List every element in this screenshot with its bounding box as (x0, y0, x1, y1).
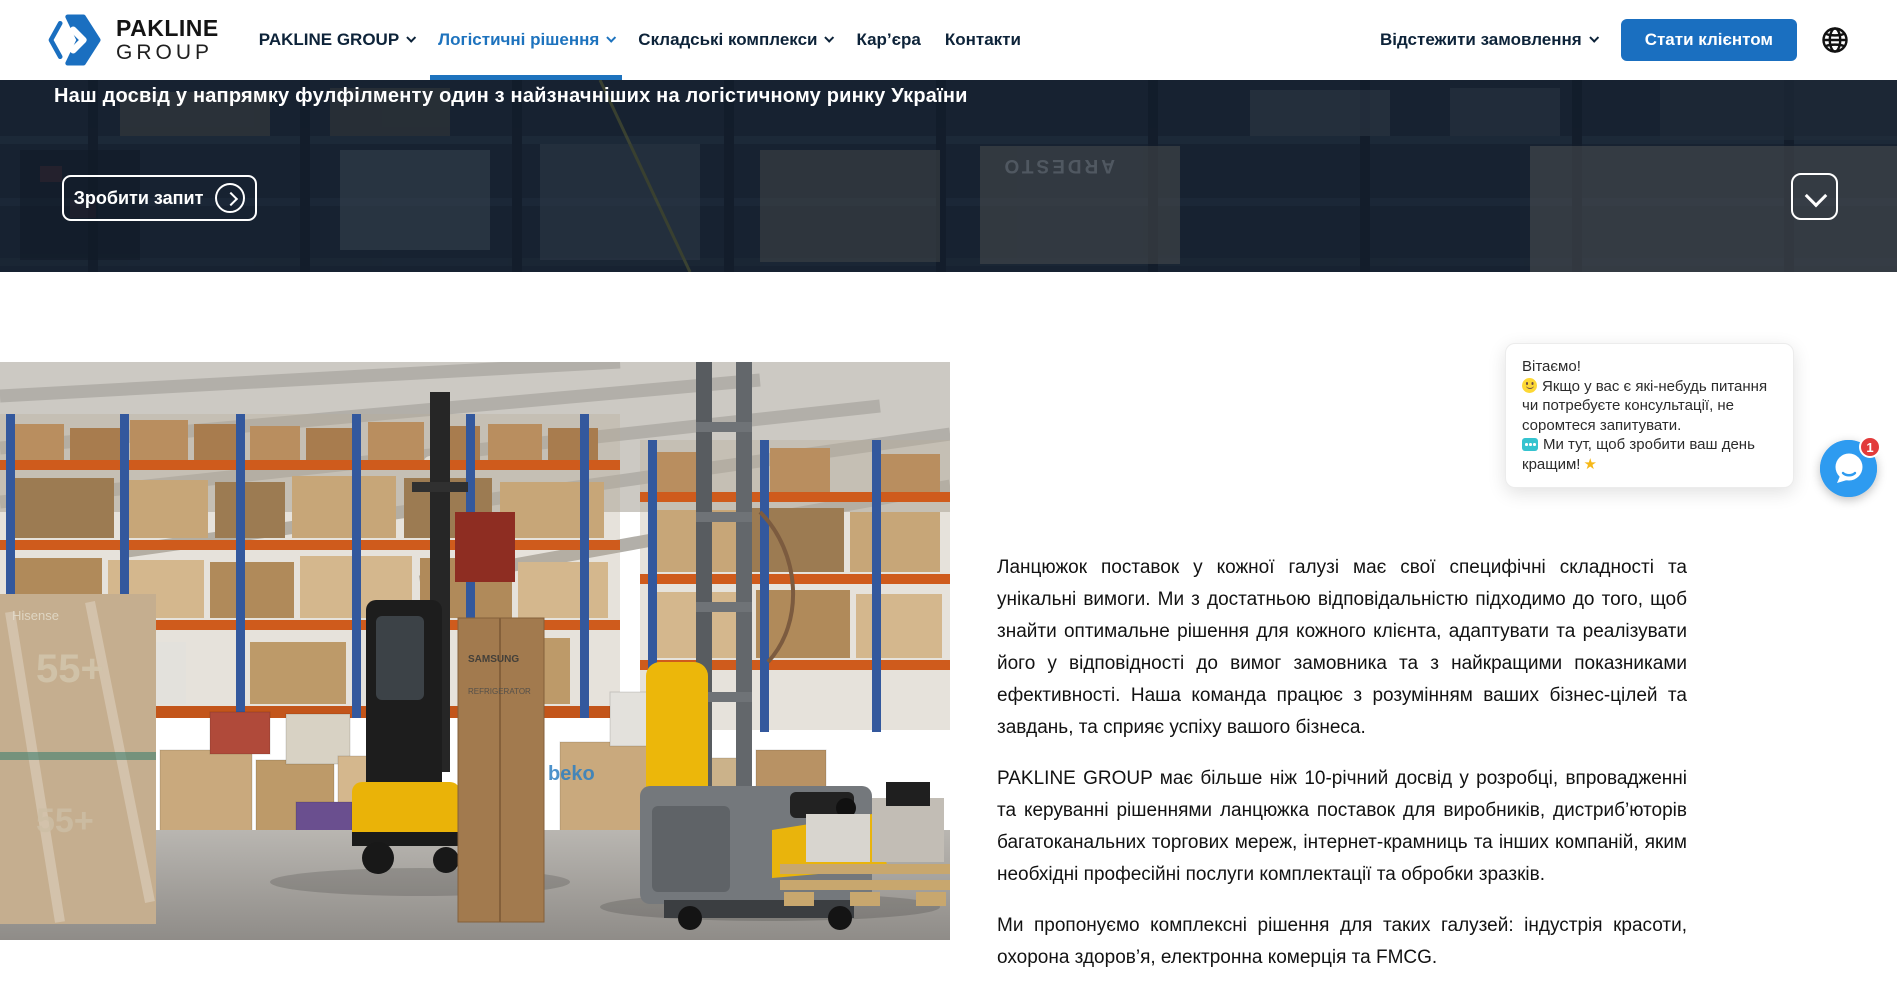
chat-line-3 (1522, 435, 1777, 474)
nav-label: Складські комплекси (638, 30, 818, 49)
chat-line-2-text: Якщо у вас є які-небудь питання чи потребуєте консультації, не соромтеся запитувати. (1522, 377, 1768, 434)
photo-pallet-brand: Hisense (12, 608, 59, 623)
hero-heading: Наш досвід у напрямку фулфілменту один з найзначніших на логістичному ринку України (54, 85, 968, 107)
paragraph-1: Ланцюжок поставок у кожної галузі має свої специфічні складності та унікальні вимоги. Ми з достатньою відповідальністю підходимо до того, щоб знайти оптимальне рішення для кожного клієнта, адаптувати та реалізувати його у відповідності до вимог замовника та з найкращими показниками ефективності. Наша команда працює з розумінням ваших бізнес-цілей та завдань, та сприяє успіху вашого бізнеса. (997, 557, 1687, 738)
smile-emoji-icon (1522, 378, 1537, 393)
chat-launcher-button[interactable] (1820, 440, 1877, 497)
chat-line-2 (1522, 377, 1777, 436)
make-request-label: Зробити запит (73, 187, 204, 208)
photo-box-brand2: beko (548, 763, 595, 785)
logo-line2: GROUP (116, 41, 214, 64)
arrow-right-circle-icon (215, 183, 245, 213)
photo-box-brand: SAMSUNG (468, 654, 520, 665)
nav-label: Контакти (944, 30, 1021, 49)
nav-label: Логістичні рішення (438, 30, 600, 49)
nav-item-contacts[interactable] (933, 0, 1033, 80)
logo-text (116, 17, 219, 63)
main-nav (247, 0, 1033, 80)
nav-item-pakline-group[interactable] (247, 0, 426, 80)
photo-box-line: REFRIGERATOR (468, 687, 531, 696)
track-order-menu[interactable] (1380, 30, 1597, 50)
warehouse-photo (0, 362, 950, 940)
header (0, 0, 1897, 80)
article-text (997, 552, 1687, 993)
nav-label: Кар’єра (856, 30, 921, 49)
nav-item-logistics-solutions[interactable] (426, 0, 626, 80)
star-emoji-icon: ★ (1583, 455, 1597, 473)
chat-message-card (1505, 343, 1794, 488)
chevron-down-icon (825, 32, 835, 42)
chevron-down-icon (1589, 32, 1599, 42)
nav-item-career[interactable] (844, 0, 932, 80)
become-client-button[interactable]: Стати клієнтом (1621, 19, 1797, 61)
language-globe-icon[interactable] (1821, 26, 1849, 54)
logo[interactable] (48, 14, 219, 66)
header-right (1380, 19, 1849, 61)
speech-bubble-emoji-icon (1522, 438, 1538, 451)
svg-text:55+: 55+ (36, 802, 94, 840)
chevron-down-icon (607, 32, 617, 42)
paragraph-2: PAKLINE GROUP має більше ніж 10-річний досвід у розробці, впровадженні та керуванні рішеннями ланцюжка поставок для виробників, дистриб’юторів багатоканальних торгових мереж, інтернет-крамниць та інших компаній, яким необхідні професійні послуги комплектації та обробки зразків. (997, 768, 1687, 885)
chat-line-3-text: Ми тут, щоб зробити ваш день кращим! (1522, 436, 1755, 473)
paragraph-3: Ми пропонуємо комплексні рішення для таких галузей: індустрія красоти, охорона здоров’я, електронна комерція та FMCG. (997, 915, 1687, 968)
make-request-button[interactable] (62, 175, 257, 221)
logo-icon (48, 14, 104, 66)
chat-unread-badge: 1 (1859, 436, 1881, 458)
nav-label: PAKLINE GROUP (258, 30, 400, 49)
chevron-down-icon (406, 32, 416, 42)
track-order-label: Відстежити замовлення (1379, 30, 1582, 49)
photo-pallet-label: 55+ (36, 647, 104, 691)
nav-item-warehouse-complexes[interactable] (626, 0, 844, 80)
scroll-down-button[interactable] (1791, 173, 1838, 220)
hero-banner (0, 80, 1897, 272)
chat-greeting: Вітаємо! (1522, 358, 1581, 375)
hero-warehouse-image (0, 80, 1897, 272)
logo-line1: PAKLINE (116, 15, 219, 41)
